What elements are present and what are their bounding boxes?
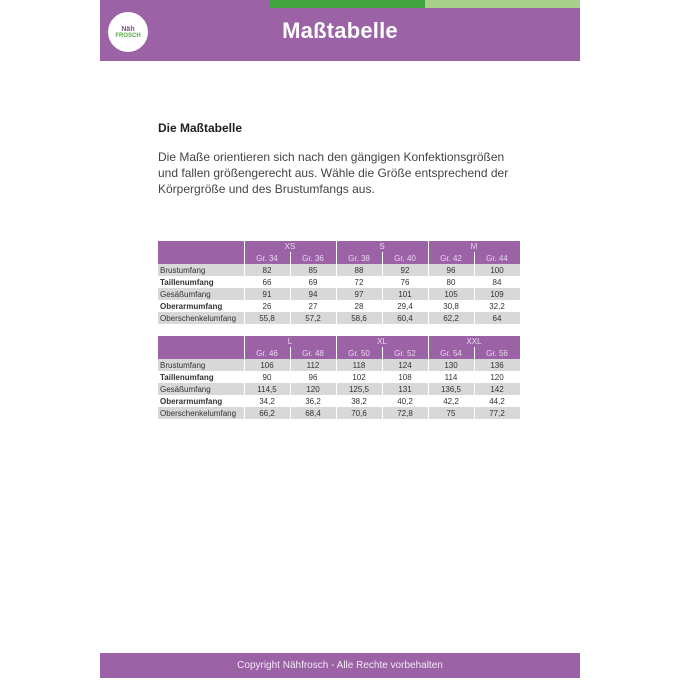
table-cell: 90 [244, 371, 290, 383]
row-label: Oberschenkelumfang [158, 312, 244, 324]
table-row [158, 407, 520, 419]
header-accent-bar-light [425, 0, 580, 8]
gr-header-row [158, 252, 520, 264]
gr-header: Gr. 36 [290, 252, 336, 264]
table-row [158, 371, 520, 383]
page-footer: Copyright Nähfrosch - Alle Rechte vorbehalten [100, 653, 580, 678]
table-cell: 84 [474, 276, 520, 288]
table-cell: 100 [474, 264, 520, 276]
table-cell: 80 [428, 276, 474, 288]
table-cell: 44,2 [474, 395, 520, 407]
table-row [158, 264, 520, 276]
table-cell: 91 [244, 288, 290, 300]
size-header: M [428, 241, 520, 252]
table-cell: 102 [336, 371, 382, 383]
table-row [158, 276, 520, 288]
table-cell: 142 [474, 383, 520, 395]
table-cell: 64 [474, 312, 520, 324]
table-cell: 96 [290, 371, 336, 383]
table-cell: 34,2 [244, 395, 290, 407]
size-header: S [336, 241, 428, 252]
table-cell: 118 [336, 359, 382, 371]
table-cell: 106 [244, 359, 290, 371]
gr-header: Gr. 38 [336, 252, 382, 264]
row-label: Taillenumfang [158, 371, 244, 383]
table-cell: 85 [290, 264, 336, 276]
table-cell: 57,2 [290, 312, 336, 324]
table-cell: 92 [382, 264, 428, 276]
row-label: Oberarmumfang [158, 395, 244, 407]
size-header: XS [244, 241, 336, 252]
table-cell: 124 [382, 359, 428, 371]
row-label: Oberschenkelumfang [158, 407, 244, 419]
gr-header: Gr. 54 [428, 347, 474, 359]
table-row [158, 383, 520, 395]
size-header: XL [336, 336, 428, 347]
row-label: Gesäßumfang [158, 288, 244, 300]
gr-header-row [158, 347, 520, 359]
document-page [100, 0, 580, 680]
table-cell: 72,8 [382, 407, 428, 419]
size-header: XXL [428, 336, 520, 347]
table-row [158, 312, 520, 324]
table-cell: 26 [244, 300, 290, 312]
table-cell: 114 [428, 371, 474, 383]
size-table-2 [158, 336, 521, 419]
table-cell: 88 [336, 264, 382, 276]
table-cell: 108 [382, 371, 428, 383]
row-label: Taillenumfang [158, 276, 244, 288]
size-header-row [158, 336, 520, 347]
table-row [158, 359, 520, 371]
table-cell: 55,8 [244, 312, 290, 324]
gr-header: Gr. 56 [474, 347, 520, 359]
table-cell: 60,4 [382, 312, 428, 324]
table-cell: 130 [428, 359, 474, 371]
table-cell: 136 [474, 359, 520, 371]
gr-header: Gr. 46 [244, 347, 290, 359]
size-header: L [244, 336, 336, 347]
row-label: Oberarmumfang [158, 300, 244, 312]
table-cell: 27 [290, 300, 336, 312]
gr-header: Gr. 50 [336, 347, 382, 359]
table-cell: 101 [382, 288, 428, 300]
size-table-1 [158, 241, 521, 324]
section-heading: Die Maßtabelle [158, 121, 243, 135]
table-row [158, 395, 520, 407]
gr-header: Gr. 40 [382, 252, 428, 264]
table-cell: 66,2 [244, 407, 290, 419]
table-cell: 30,8 [428, 300, 474, 312]
table-cell: 136,5 [428, 383, 474, 395]
table-cell: 97 [336, 288, 382, 300]
table-cell: 28 [336, 300, 382, 312]
table-cell: 82 [244, 264, 290, 276]
table-cell: 70,6 [336, 407, 382, 419]
table-cell: 105 [428, 288, 474, 300]
table-cell: 36,2 [290, 395, 336, 407]
logo-text: Näh [121, 25, 135, 33]
gr-header: Gr. 48 [290, 347, 336, 359]
table-cell: 29,4 [382, 300, 428, 312]
table-cell: 42,2 [428, 395, 474, 407]
gr-header: Gr. 52 [382, 347, 428, 359]
table-cell: 94 [290, 288, 336, 300]
size-header-row [158, 241, 520, 252]
table-cell: 120 [290, 383, 336, 395]
table-cell: 72 [336, 276, 382, 288]
header-accent-bar-dark [270, 0, 425, 8]
gr-header: Gr. 34 [244, 252, 290, 264]
table-cell: 66 [244, 276, 290, 288]
row-label: Gesäßumfang [158, 383, 244, 395]
gr-header: Gr. 44 [474, 252, 520, 264]
table-cell: 75 [428, 407, 474, 419]
table-cell: 58,6 [336, 312, 382, 324]
table-cell: 32,2 [474, 300, 520, 312]
page-header [100, 0, 580, 61]
table-cell: 40,2 [382, 395, 428, 407]
table-cell: 62,2 [428, 312, 474, 324]
row-label: Brustumfang [158, 264, 244, 276]
table-cell: 96 [428, 264, 474, 276]
logo-subtext: FROSCH [115, 32, 141, 39]
table-cell: 68,4 [290, 407, 336, 419]
table-cell: 131 [382, 383, 428, 395]
table-row [158, 288, 520, 300]
table-cell: 114,5 [244, 383, 290, 395]
table-cell: 125,5 [336, 383, 382, 395]
table-cell: 109 [474, 288, 520, 300]
table-cell: 120 [474, 371, 520, 383]
table-row [158, 300, 520, 312]
row-label: Brustumfang [158, 359, 244, 371]
table-cell: 77,2 [474, 407, 520, 419]
table-cell: 76 [382, 276, 428, 288]
gr-header: Gr. 42 [428, 252, 474, 264]
table-cell: 69 [290, 276, 336, 288]
table-cell: 38,2 [336, 395, 382, 407]
table-cell: 112 [290, 359, 336, 371]
intro-paragraph: Die Maße orientieren sich nach den gängigen Konfektionsgrößen und fallen größengerecht aus. Wähle die Größe entsprechend der Körpergröße und des Brustumfangs aus. [158, 150, 509, 196]
page-title: Maßtabelle [282, 18, 398, 43]
